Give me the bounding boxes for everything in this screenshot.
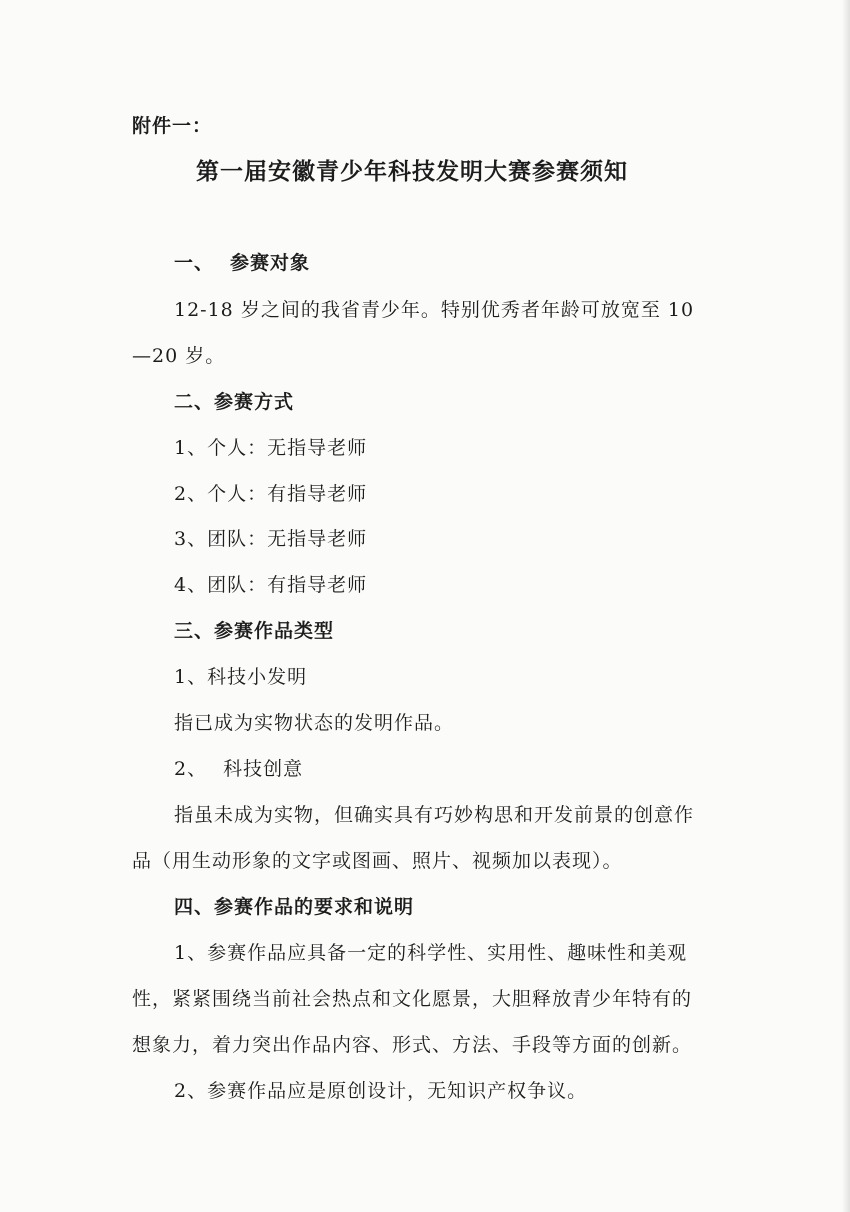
section-heading-methods: 二、参赛方式	[174, 391, 295, 413]
participants-text-line2: —20 岁。	[132, 345, 226, 367]
type-item2-desc-line1: 指虽未成为实物，但确实具有巧妙构思和开发前景的创意作	[174, 804, 695, 826]
type-item1-desc: 指已成为实物状态的发明作品。	[174, 712, 455, 734]
attachment-label: 附件一：	[132, 115, 213, 137]
type-item1-title: 1、科技小发明	[174, 666, 308, 688]
section-heading-requirements: 四、参赛作品的要求和说明	[174, 896, 415, 918]
requirement1-line1: 1、参赛作品应具备一定的科学性、实用性、趣味性和美观	[174, 942, 688, 964]
method-item: 4、团队：有指导老师	[174, 574, 368, 596]
requirement1-line2: 性，紧紧围绕当前社会热点和文化愿景，大胆释放青少年特有的	[132, 988, 693, 1010]
requirement1-line3: 想象力，着力突出作品内容、形式、方法、手段等方面的创新。	[132, 1034, 693, 1056]
type-item2-number: 2、	[174, 758, 208, 780]
method-item: 3、团队：无指导老师	[174, 528, 368, 550]
participants-text-line1: 12-18 岁之间的我省青少年。特别优秀者年龄可放宽至 10	[174, 299, 695, 321]
type-item2-title	[174, 756, 303, 782]
document-title: 第一届安徽青少年科技发明大赛参赛须知	[196, 158, 628, 185]
section-heading-number: 一、	[174, 252, 215, 274]
requirement2: 2、参赛作品应是原创设计，无知识产权争议。	[174, 1080, 588, 1102]
type-item2-desc-line2: 品（用生动形象的文字或图画、照片、视频加以表现）。	[132, 850, 623, 872]
method-item: 2、个人：有指导老师	[174, 483, 368, 505]
page-edge-shadow	[842, 0, 850, 1212]
section-heading-types: 三、参赛作品类型	[174, 620, 335, 642]
method-item: 1、个人：无指导老师	[174, 437, 368, 459]
type-item2-name: 科技创意	[223, 758, 304, 780]
section-heading-text: 参赛对象	[230, 252, 311, 274]
section-heading-participants	[174, 250, 310, 276]
